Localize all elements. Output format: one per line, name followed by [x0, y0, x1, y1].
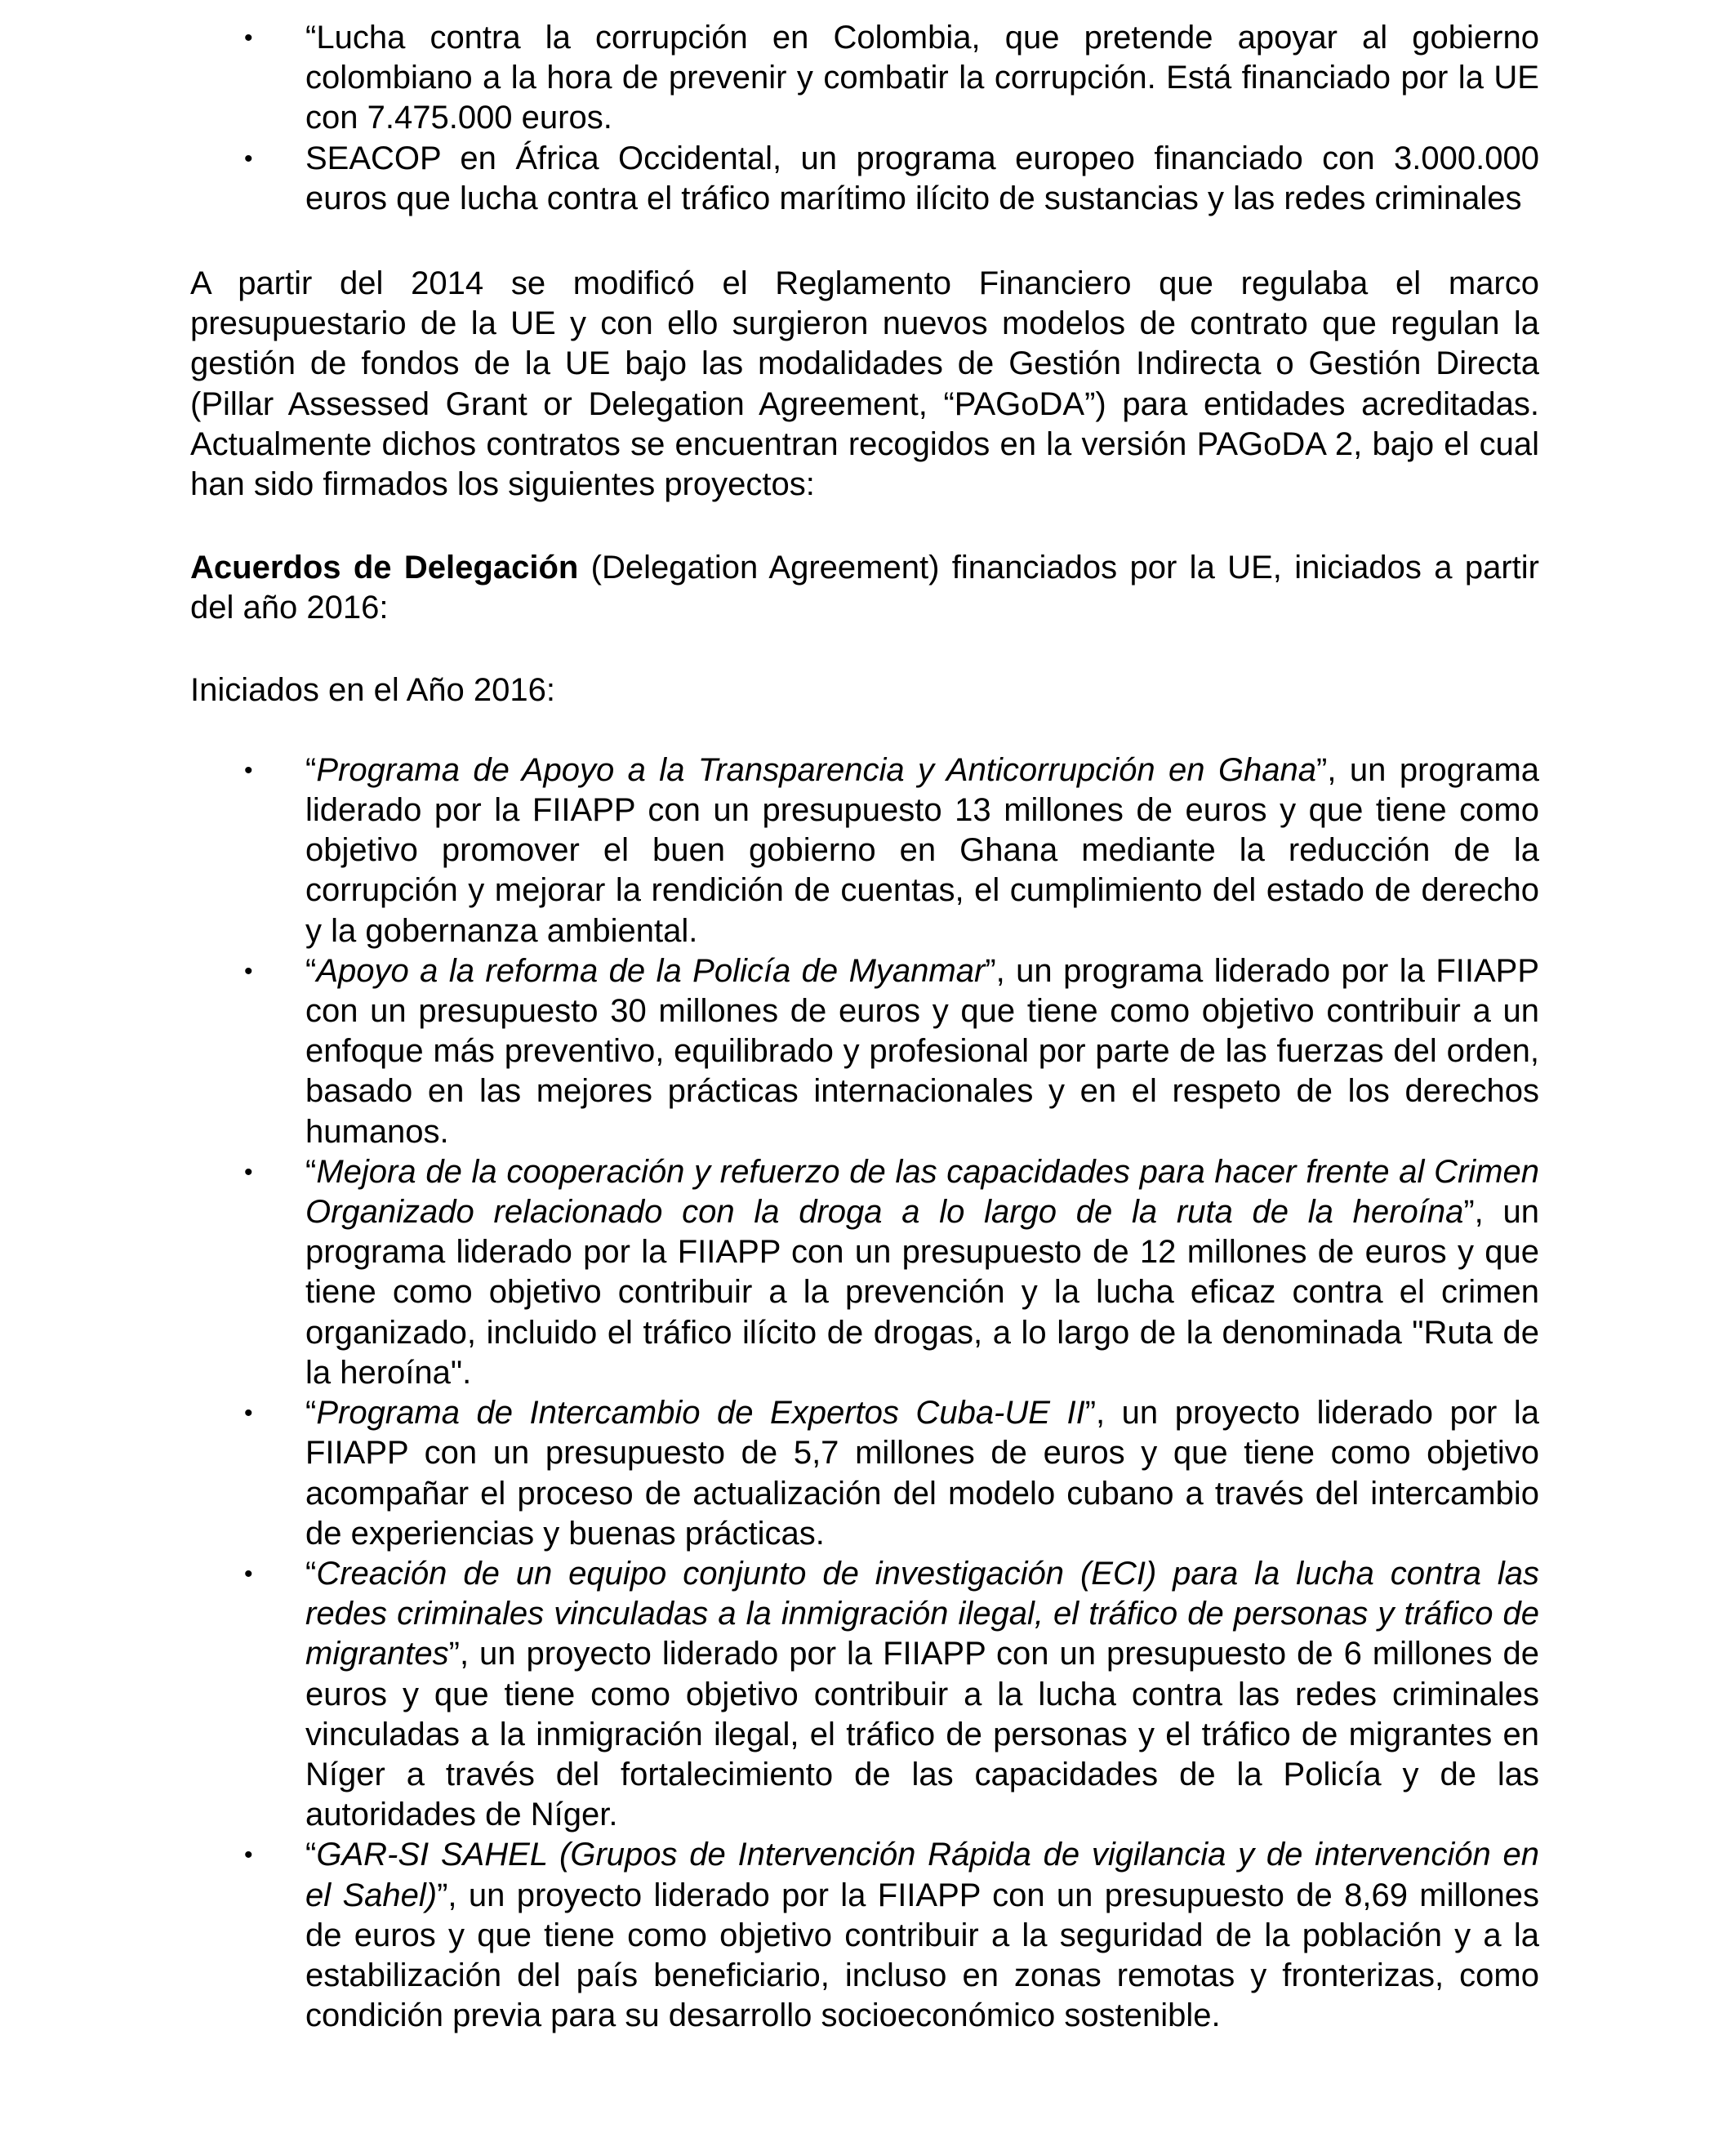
quote-open: “ — [305, 952, 317, 989]
acuerdos-heading: Acuerdos de Delegación — [190, 550, 579, 586]
bullet-icon: • — [244, 756, 253, 784]
project-title: Programa de Intercambio de Expertos Cuba-UE II — [316, 1395, 1085, 1432]
bullet-icon: • — [244, 957, 253, 985]
list-item — [190, 1835, 1539, 2036]
list-item-title: Lucha contra la corrupción en Colombia — [316, 20, 972, 56]
bullet-icon: • — [244, 145, 253, 172]
spacer — [190, 710, 1539, 750]
list-item — [190, 18, 1539, 139]
spacer — [190, 629, 1539, 670]
project-title: GAR-SI SAHEL (Grupos de Intervención Rápida de vigilancia y de intervención en el Sahel) — [305, 1837, 1539, 1913]
spacer — [190, 219, 1539, 264]
list-item — [190, 1554, 1539, 1835]
list-item — [190, 139, 1539, 219]
project-title: Programa de Apoyo a la Transparencia y Anticorrupción en Ghana — [316, 751, 1317, 788]
bullet-icon: • — [244, 1400, 253, 1427]
quote-open: “ — [305, 1837, 317, 1873]
list-item — [190, 951, 1539, 1152]
acuerdos-paragraph — [190, 548, 1539, 628]
project-description: ”, un proyecto liderado por la FIIAPP con un presupuesto de 8,69 millones de euros y que tiene como objetivo contribuir a la seguridad de la población y a la estabilización del país beneficiario, incluso en zonas remotas y fronterizas, como condición previa para su desarrollo socioeconómico sostenible. — [305, 1877, 1540, 2034]
project-title: Mejora de la cooperación y refuerzo de las capacidades para hacer frente al Crimen Organizado relacionado con la droga a lo largo de la ruta de la heroína — [305, 1153, 1539, 1231]
project-title: Creación de un equipo conjunto de investigación (ECI) para la lucha contra las redes criminales vinculadas a la inmigración ilegal, el tráfico de personas y tráfico de migrantes — [305, 1555, 1539, 1672]
bullet-icon: • — [244, 24, 253, 51]
reglamento-paragraph: A partir del 2014 se modificó el Reglamento Financiero que regulaba el marco presupuestario de la UE y con ello surgieron nuevos modelos de contrato que regulan la gestión de fondos de la UE bajo las modalidades de Gestión Indirecta o Gestión Directa (Pillar Assessed Grant or Delegation Agreement, “PAGoDA”) para entidades acreditadas. Actualmente dichos contratos se encuentran recogidos en la versión PAGoDA 2, bajo el cual han sido firmados los siguientes proyectos: — [190, 265, 1539, 503]
list-item-text: SEACOP en África Occidental, un programa europeo financiado con 3.000.000 euros que lucha contra el tráfico marítimo ilícito de sustancias y las redes criminales — [305, 140, 1539, 216]
list-item — [190, 750, 1539, 951]
document-page — [190, 18, 1539, 2036]
quote-open: “ — [305, 1153, 317, 1190]
quote-open: “ — [305, 1555, 317, 1592]
project-description: ”, un programa liderado por la FIIAPP con un presupuesto 13 millones de euros y que tiene como objetivo promover el buen gobierno en Ghana mediante la reducción de la corrupción y mejorar la rendición de cuentas, el cumplimiento del estado de derecho y la gobernanza ambiental. — [305, 751, 1540, 949]
quote-open: “ — [305, 1395, 317, 1432]
bullet-icon: • — [244, 1158, 253, 1186]
project-description: ”, un proyecto liderado por la FIIAPP con un presupuesto de 6 millones de euros y que tiene como objetivo contribuir a la lucha contra las redes criminales vinculadas a la inmigración ilegal, el tráfico de personas y el tráfico de migrantes en Níger a través del fortalecimiento de las capacidades de la Policía y de las autoridades de Níger. — [305, 1636, 1539, 1833]
project-description: ”, un proyecto liderado por la FIIAPP con un presupuesto de 5,7 millones de euros y que tiene como objetivo acompañar el proceso de actualización del modelo cubano a través del intercambio de experiencias y buenas prácticas. — [305, 1395, 1539, 1552]
bullet-icon: • — [244, 1841, 253, 1869]
project-title: Apoyo a la reforma de la Policía de Myanmar — [316, 952, 986, 989]
project-description: ”, un programa liderado por la FIIAPP con un presupuesto 30 millones de euros y que tiene como objetivo contribuir a un enfoque más preventivo, equilibrado y profesional por parte de las fuerzas del orden, basado en las mejores prácticas internacionales y en el respeto de los derechos humanos. — [305, 952, 1540, 1150]
list-item-text: , que pretende apoyar al gobierno colombiano a la hora de prevenir y combatir la corrupción. Está financiado por la UE con 7.475.000 euros. — [305, 20, 1539, 136]
acuerdos-text: (Delegation Agreement) financiados por la UE, iniciados a partir del año 2016: — [190, 550, 1539, 626]
spacer — [190, 505, 1539, 548]
projects-bullet-list — [190, 750, 1539, 2037]
quote-open: “ — [305, 20, 317, 56]
project-description: ”, un programa liderado por la FIIAPP con un presupuesto de 12 millones de euros y que tiene como objetivo contribuir a la prevención y la lucha eficaz contra el crimen organizado, incluido el tráfico ilícito de drogas, a lo largo de la denominada "Ruta de la heroína". — [305, 1194, 1539, 1391]
list-item — [190, 1393, 1539, 1554]
intro-bullet-list — [190, 18, 1539, 219]
bullet-icon: • — [244, 1560, 253, 1588]
year-heading: Iniciados en el Año 2016: — [190, 671, 556, 708]
list-item — [190, 1152, 1539, 1393]
quote-open: “ — [305, 751, 317, 788]
